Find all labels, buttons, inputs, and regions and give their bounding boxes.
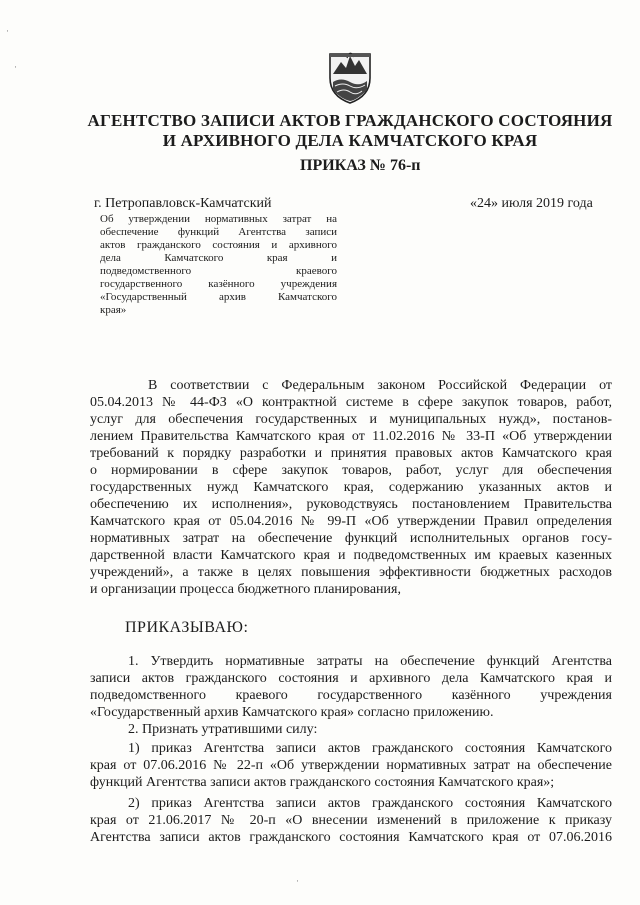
clause-line: края от 07.06.2016 № 22-п «Об утверждении нормативных затрат на обеспечение (90, 758, 612, 773)
preamble-line: нормативных затрат на обеспечение функций исполнительных органов госу- (90, 531, 612, 546)
agency-name-line-1: АГЕНТСТВО ЗАПИСИ АКТОВ ГРАЖДАНСКОГО СОСТОЯНИЯ (87, 111, 613, 130)
clause-line: края от 21.06.2017 № 20-п «О внесении изменений в приложение к приказу (90, 813, 612, 828)
preamble-line: и организации процесса бюджетного планирования, (90, 582, 401, 597)
subject-line: Об утверждении нормативных затрат на (100, 213, 337, 225)
clause-line: 2. Признать утратившими силу: (128, 722, 318, 737)
preamble-line: лением Правительства Камчатского края от 11.02.2016 № 33-П «Об утверждении (90, 429, 612, 444)
preamble-line: В соответствии с Федеральным законом Российской Федерации от (148, 378, 612, 393)
order-date: «24» июля 2019 года (470, 196, 593, 211)
clause-line: функций Агентства записи актов гражданского состояния Камчатского края»; (90, 775, 555, 790)
clause-line: Агентства записи актов гражданского состояния Камчатского края от 07.06.2016 (90, 830, 612, 845)
clause-line: 1. Утвердить нормативные затраты на обеспечение функций Агентства (128, 654, 612, 669)
clause-line: подведомственного краевого государственного казённого учреждения (90, 688, 612, 703)
subject-line: края» (100, 304, 127, 316)
preamble-line: учреждений», а также в целях повышения эффективности бюджетных расходов (90, 565, 612, 580)
subject-line: государственного казённого учреждения (100, 278, 337, 290)
subject-line: дела Камчатского края и (100, 252, 337, 264)
clause-line: 1) приказ Агентства записи актов гражданского состояния Камчатского (128, 741, 612, 756)
scan-speck: · (6, 26, 9, 36)
scan-speck: · (296, 876, 299, 886)
preamble-line: услуг для обеспечения государственных и муниципальных нужд», постанов- (90, 412, 612, 427)
preamble-line: обеспечению их исполнения», руководствуясь постановлением Правительства (90, 497, 612, 512)
clause-line: записи актов гражданского состояния и архивного дела Камчатского края и (90, 671, 612, 686)
order-title: ПРИКАЗ № 76-п (300, 157, 421, 174)
scan-speck: · (14, 62, 17, 72)
order-word: ПРИКАЗЫВАЮ: (125, 619, 249, 636)
preamble-line: требований к порядку разработки и принятия правовых актов Камчатского края (90, 446, 612, 461)
subject-line: актов гражданского состояния и архивного (100, 239, 337, 251)
subject-line: подведомственного краевого (100, 265, 337, 277)
preamble-line: 05.04.2013 № 44-ФЗ «О контрактной системе в сфере закупок товаров, работ, (90, 395, 612, 410)
clause-line: «Государственный архив Камчатского края» согласно приложению. (90, 705, 494, 720)
subject-line: обеспечение функций Агентства записи (100, 226, 337, 238)
subject-line: «Государственный архив Камчатского (100, 291, 337, 303)
agency-name-line-2: И АРХИВНОГО ДЕЛА КАМЧАТСКОГО КРАЯ (162, 131, 538, 150)
preamble-line: дарственной власти Камчатского края и подведомственных им краевых казенных (90, 548, 612, 563)
preamble-line: государственных нужд Камчатского края, содержанию указанных актов и (90, 480, 612, 495)
preamble-line: о нормировании в сфере закупок товаров, работ, услуг для обеспечения (90, 463, 612, 478)
clause-line: 2) приказ Агентства записи актов гражданского состояния Камчатского (128, 796, 612, 811)
city: г. Петропавловск-Камчатский (94, 196, 272, 211)
kamchatka-coat-of-arms-emblem (327, 44, 373, 104)
preamble-line: Камчатского края от 05.04.2016 № 99-П «Об утверждении Правил определения (90, 514, 612, 529)
